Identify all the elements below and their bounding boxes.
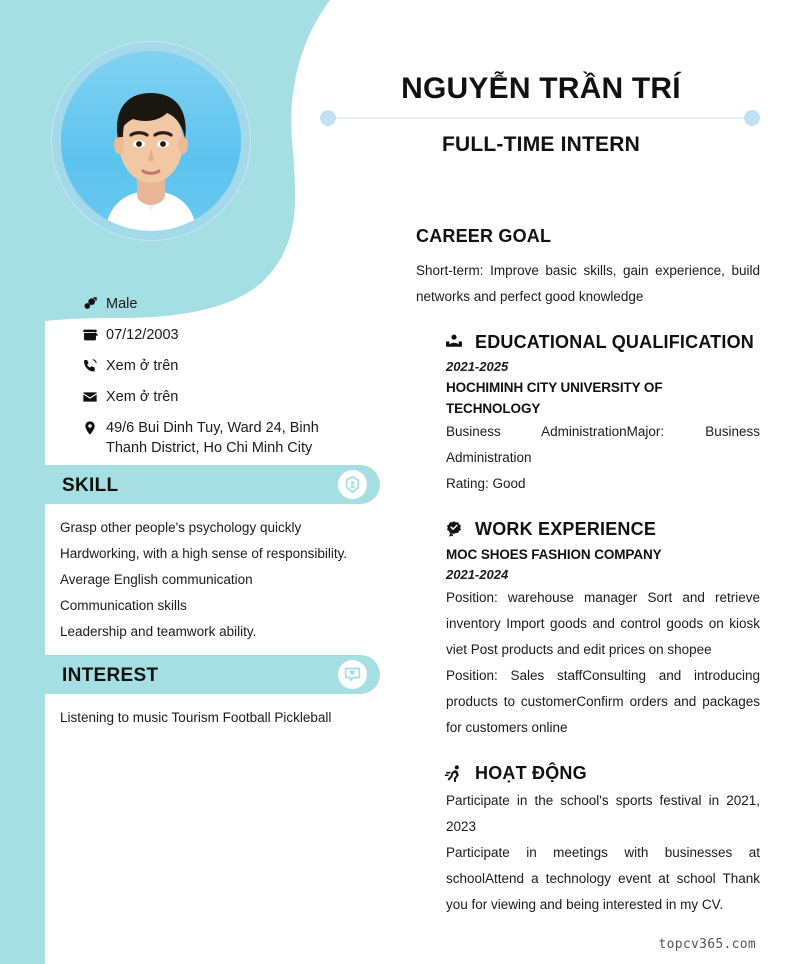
gender-icon	[82, 294, 106, 313]
education-section	[416, 332, 760, 497]
work-paragraph: Position: Sales staffConsulting and introducing products to customerConfirm orders and packages for customers online	[446, 668, 760, 735]
page-title: NGUYỄN TRẦN TRÍ	[401, 72, 681, 105]
list-item: Communication skills	[60, 598, 187, 613]
badge-check-icon	[444, 520, 466, 540]
running-person-icon	[444, 764, 466, 784]
work-heading-row	[416, 519, 760, 540]
contact-item-email[interactable]	[82, 387, 362, 407]
interest-section-header	[45, 655, 380, 694]
work-section	[416, 519, 760, 741]
title-divider	[320, 110, 760, 126]
main-content	[416, 226, 760, 918]
activity-heading-row	[416, 763, 760, 784]
location-icon	[82, 418, 106, 437]
activity-paragraph: Participate in the school's sports festival in 2021, 2023	[446, 793, 760, 834]
contact-value: Male	[106, 296, 138, 312]
contact-item-dob	[82, 325, 362, 345]
skill-list	[60, 515, 380, 645]
work-date: 2021-2024	[446, 567, 509, 582]
work-heading: WORK EXPERIENCE	[475, 519, 657, 539]
list-item: Hardworking, with a high sense of responsibility.	[60, 546, 348, 561]
list-item: Average English communication	[60, 572, 253, 587]
graduate-icon	[444, 333, 466, 353]
heart-chat-icon	[338, 660, 367, 689]
skill-heading: SKILL	[62, 475, 119, 496]
contact-item-address	[82, 418, 362, 458]
contact-list	[82, 294, 362, 469]
skill-badge-icon	[338, 470, 367, 499]
activity-paragraph: Participate in meetings with businesses at schoolAttend a technology event at school Thank you for viewing and being interested in my CV.	[446, 845, 760, 912]
work-company: MOC SHOES FASHION COMPANY	[446, 547, 662, 562]
contact-item-phone[interactable]	[82, 356, 362, 376]
education-school: HOCHIMINH CITY UNIVERSITY OF TECHNOLOGY	[446, 380, 663, 416]
list-item: Listening to music Tourism Football Pickleball	[60, 710, 332, 725]
divider-line	[334, 117, 746, 119]
education-date: 2021-2025	[446, 359, 509, 374]
career-goal-text: Short-term: Improve basic skills, gain experience, build networks and perfect good knowledge	[416, 263, 760, 304]
activity-section	[416, 763, 760, 918]
contact-item-gender	[82, 294, 362, 314]
activity-heading: HOẠT ĐỘNG	[475, 763, 587, 783]
contact-value: 49/6 Bui Dinh Tuy, Ward 24, Binh Thanh District, Ho Chi Minh City	[106, 420, 319, 456]
calendar-icon	[82, 325, 106, 344]
avatar	[52, 42, 250, 240]
career-goal-heading: CAREER GOAL	[416, 226, 552, 246]
education-heading: EDUCATIONAL QUALIFICATION	[475, 332, 754, 352]
divider-dot-left	[320, 110, 336, 126]
divider-dot-right	[744, 110, 760, 126]
skill-section-header	[45, 465, 380, 504]
profile-photo	[61, 51, 241, 231]
career-goal-section	[416, 226, 760, 310]
watermark: topcv365.com	[658, 937, 756, 952]
list-item: Leadership and teamwork ability.	[60, 624, 257, 639]
education-rating: Rating: Good	[446, 476, 526, 491]
phone-icon	[82, 356, 106, 375]
contact-value: Xem ở trên	[106, 358, 179, 374]
education-heading-row	[416, 332, 760, 353]
list-item: Grasp other people's psychology quickly	[60, 520, 302, 535]
work-paragraph: Position: warehouse manager Sort and retrieve inventory Import goods and control goods on kiosk viet Post products and edit prices on shopee	[446, 590, 760, 657]
contact-value: 07/12/2003	[106, 327, 179, 343]
interest-list	[60, 705, 380, 731]
education-detail: Business AdministrationMajor: Business Administration	[446, 424, 760, 465]
email-icon	[82, 387, 106, 406]
interest-heading: INTEREST	[62, 665, 159, 686]
contact-value: Xem ở trên	[106, 389, 179, 405]
job-role: FULL-TIME INTERN	[441, 133, 640, 156]
